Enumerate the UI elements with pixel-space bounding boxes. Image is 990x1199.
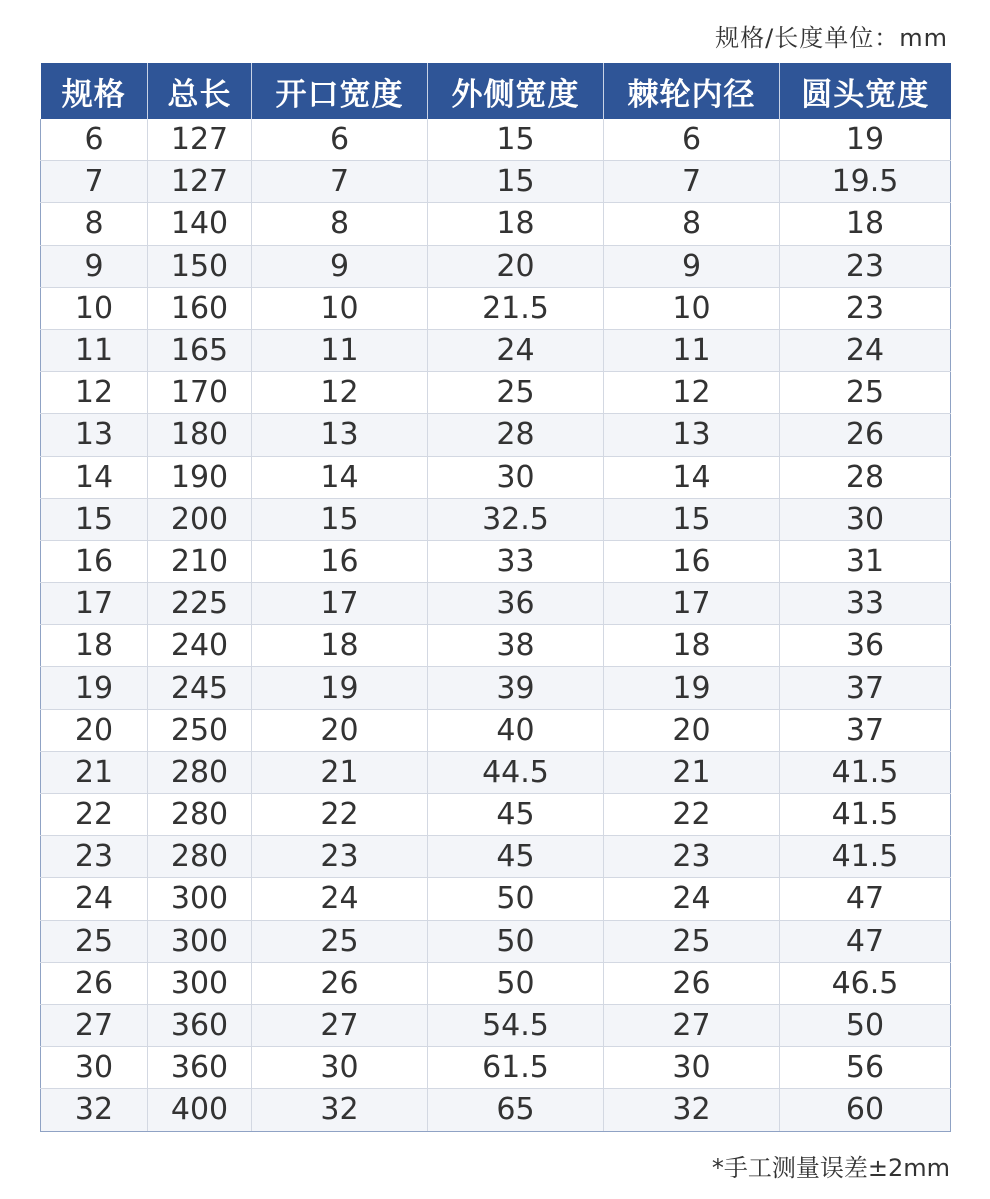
cell-spec: 6	[41, 119, 148, 161]
cell-round-head-width: 23	[780, 245, 951, 287]
cell-opening-width: 32	[252, 1089, 428, 1131]
cell-round-head-width: 28	[780, 456, 951, 498]
cell-ratchet-inner-diameter: 17	[604, 583, 780, 625]
cell-total-length: 180	[148, 414, 252, 456]
table-row	[41, 372, 951, 414]
cell-outer-width: 61.5	[428, 1047, 604, 1089]
cell-outer-width: 36	[428, 583, 604, 625]
cell-round-head-width: 37	[780, 709, 951, 751]
cell-ratchet-inner-diameter: 30	[604, 1047, 780, 1089]
cell-spec: 30	[41, 1047, 148, 1089]
cell-ratchet-inner-diameter: 16	[604, 540, 780, 582]
cell-opening-width: 6	[252, 119, 428, 161]
cell-ratchet-inner-diameter: 18	[604, 625, 780, 667]
table-row	[41, 414, 951, 456]
cell-outer-width: 30	[428, 456, 604, 498]
unit-note: 规格/长度单位：mm	[715, 24, 948, 52]
cell-outer-width: 54.5	[428, 1004, 604, 1046]
cell-total-length: 210	[148, 540, 252, 582]
cell-outer-width: 45	[428, 836, 604, 878]
cell-outer-width: 40	[428, 709, 604, 751]
cell-total-length: 245	[148, 667, 252, 709]
cell-opening-width: 30	[252, 1047, 428, 1089]
cell-ratchet-inner-diameter: 9	[604, 245, 780, 287]
cell-outer-width: 45	[428, 794, 604, 836]
cell-spec: 25	[41, 920, 148, 962]
cell-spec: 15	[41, 498, 148, 540]
cell-total-length: 225	[148, 583, 252, 625]
cell-total-length: 140	[148, 203, 252, 245]
cell-round-head-width: 41.5	[780, 751, 951, 793]
cell-total-length: 165	[148, 329, 252, 371]
cell-total-length: 127	[148, 119, 252, 161]
cell-spec: 24	[41, 878, 148, 920]
cell-opening-width: 20	[252, 709, 428, 751]
cell-round-head-width: 18	[780, 203, 951, 245]
cell-ratchet-inner-diameter: 6	[604, 119, 780, 161]
table-row	[41, 203, 951, 245]
cell-ratchet-inner-diameter: 10	[604, 287, 780, 329]
cell-round-head-width: 33	[780, 583, 951, 625]
table-row	[41, 751, 951, 793]
cell-opening-width: 23	[252, 836, 428, 878]
table-row	[41, 794, 951, 836]
cell-opening-width: 27	[252, 1004, 428, 1046]
cell-ratchet-inner-diameter: 19	[604, 667, 780, 709]
cell-total-length: 160	[148, 287, 252, 329]
cell-round-head-width: 37	[780, 667, 951, 709]
cell-spec: 20	[41, 709, 148, 751]
header-opening-width: 开口宽度	[252, 63, 428, 119]
cell-total-length: 360	[148, 1047, 252, 1089]
cell-round-head-width: 25	[780, 372, 951, 414]
cell-opening-width: 18	[252, 625, 428, 667]
table-row	[41, 920, 951, 962]
header-ratchet-inner-diameter: 棘轮内径	[604, 63, 780, 119]
cell-round-head-width: 30	[780, 498, 951, 540]
cell-outer-width: 50	[428, 962, 604, 1004]
cell-opening-width: 19	[252, 667, 428, 709]
cell-opening-width: 12	[252, 372, 428, 414]
cell-total-length: 280	[148, 836, 252, 878]
cell-outer-width: 44.5	[428, 751, 604, 793]
cell-outer-width: 50	[428, 878, 604, 920]
cell-opening-width: 24	[252, 878, 428, 920]
cell-opening-width: 15	[252, 498, 428, 540]
header-spec: 规格	[41, 63, 148, 119]
table-row	[41, 1089, 951, 1131]
spec-table	[40, 63, 951, 1132]
cell-round-head-width: 23	[780, 287, 951, 329]
cell-outer-width: 65	[428, 1089, 604, 1131]
table-body	[41, 119, 951, 1131]
measurement-footnote: *手工测量误差±2mm	[711, 1154, 950, 1182]
cell-round-head-width: 24	[780, 329, 951, 371]
table-row	[41, 1004, 951, 1046]
cell-ratchet-inner-diameter: 27	[604, 1004, 780, 1046]
cell-opening-width: 17	[252, 583, 428, 625]
cell-round-head-width: 26	[780, 414, 951, 456]
cell-total-length: 150	[148, 245, 252, 287]
cell-total-length: 200	[148, 498, 252, 540]
cell-ratchet-inner-diameter: 23	[604, 836, 780, 878]
cell-outer-width: 18	[428, 203, 604, 245]
cell-round-head-width: 47	[780, 920, 951, 962]
table-row	[41, 667, 951, 709]
table-row	[41, 836, 951, 878]
cell-opening-width: 10	[252, 287, 428, 329]
cell-opening-width: 8	[252, 203, 428, 245]
cell-total-length: 400	[148, 1089, 252, 1131]
cell-ratchet-inner-diameter: 20	[604, 709, 780, 751]
cell-ratchet-inner-diameter: 15	[604, 498, 780, 540]
cell-outer-width: 21.5	[428, 287, 604, 329]
cell-round-head-width: 50	[780, 1004, 951, 1046]
cell-opening-width: 21	[252, 751, 428, 793]
header-round-head-width: 圆头宽度	[780, 63, 951, 119]
cell-total-length: 280	[148, 751, 252, 793]
cell-spec: 16	[41, 540, 148, 582]
cell-round-head-width: 19	[780, 119, 951, 161]
cell-round-head-width: 47	[780, 878, 951, 920]
cell-spec: 9	[41, 245, 148, 287]
cell-ratchet-inner-diameter: 7	[604, 161, 780, 203]
cell-round-head-width: 36	[780, 625, 951, 667]
cell-round-head-width: 31	[780, 540, 951, 582]
cell-ratchet-inner-diameter: 21	[604, 751, 780, 793]
spec-table-container	[40, 63, 950, 1132]
cell-round-head-width: 19.5	[780, 161, 951, 203]
table-row	[41, 1047, 951, 1089]
cell-total-length: 190	[148, 456, 252, 498]
cell-outer-width: 50	[428, 920, 604, 962]
table-row	[41, 329, 951, 371]
cell-total-length: 300	[148, 920, 252, 962]
cell-ratchet-inner-diameter: 26	[604, 962, 780, 1004]
cell-outer-width: 28	[428, 414, 604, 456]
cell-round-head-width: 60	[780, 1089, 951, 1131]
cell-spec: 32	[41, 1089, 148, 1131]
cell-ratchet-inner-diameter: 22	[604, 794, 780, 836]
cell-outer-width: 25	[428, 372, 604, 414]
cell-spec: 8	[41, 203, 148, 245]
cell-round-head-width: 41.5	[780, 836, 951, 878]
cell-outer-width: 15	[428, 119, 604, 161]
cell-outer-width: 15	[428, 161, 604, 203]
cell-spec: 23	[41, 836, 148, 878]
cell-opening-width: 25	[252, 920, 428, 962]
cell-total-length: 300	[148, 962, 252, 1004]
table-row	[41, 498, 951, 540]
cell-ratchet-inner-diameter: 13	[604, 414, 780, 456]
cell-total-length: 360	[148, 1004, 252, 1046]
table-row	[41, 625, 951, 667]
cell-round-head-width: 41.5	[780, 794, 951, 836]
header-outer-width: 外侧宽度	[428, 63, 604, 119]
cell-outer-width: 33	[428, 540, 604, 582]
cell-outer-width: 20	[428, 245, 604, 287]
cell-opening-width: 7	[252, 161, 428, 203]
cell-spec: 14	[41, 456, 148, 498]
cell-spec: 18	[41, 625, 148, 667]
cell-outer-width: 39	[428, 667, 604, 709]
table-row	[41, 119, 951, 161]
cell-ratchet-inner-diameter: 14	[604, 456, 780, 498]
cell-spec: 12	[41, 372, 148, 414]
cell-ratchet-inner-diameter: 24	[604, 878, 780, 920]
table-header-row	[41, 63, 951, 119]
cell-opening-width: 16	[252, 540, 428, 582]
table-row	[41, 540, 951, 582]
cell-total-length: 170	[148, 372, 252, 414]
cell-spec: 17	[41, 583, 148, 625]
cell-spec: 21	[41, 751, 148, 793]
cell-total-length: 300	[148, 878, 252, 920]
cell-ratchet-inner-diameter: 12	[604, 372, 780, 414]
cell-spec: 11	[41, 329, 148, 371]
cell-opening-width: 11	[252, 329, 428, 371]
table-row	[41, 245, 951, 287]
cell-ratchet-inner-diameter: 8	[604, 203, 780, 245]
cell-opening-width: 13	[252, 414, 428, 456]
table-row	[41, 287, 951, 329]
cell-ratchet-inner-diameter: 25	[604, 920, 780, 962]
cell-opening-width: 9	[252, 245, 428, 287]
table-row	[41, 583, 951, 625]
header-total-length: 总长	[148, 63, 252, 119]
cell-round-head-width: 46.5	[780, 962, 951, 1004]
cell-spec: 13	[41, 414, 148, 456]
cell-opening-width: 26	[252, 962, 428, 1004]
cell-opening-width: 14	[252, 456, 428, 498]
cell-spec: 27	[41, 1004, 148, 1046]
cell-total-length: 127	[148, 161, 252, 203]
table-row	[41, 962, 951, 1004]
cell-outer-width: 24	[428, 329, 604, 371]
table-row	[41, 709, 951, 751]
cell-spec: 26	[41, 962, 148, 1004]
cell-spec: 22	[41, 794, 148, 836]
cell-spec: 10	[41, 287, 148, 329]
table-row	[41, 456, 951, 498]
cell-total-length: 250	[148, 709, 252, 751]
cell-outer-width: 38	[428, 625, 604, 667]
cell-ratchet-inner-diameter: 32	[604, 1089, 780, 1131]
cell-spec: 19	[41, 667, 148, 709]
table-row	[41, 161, 951, 203]
cell-opening-width: 22	[252, 794, 428, 836]
cell-outer-width: 32.5	[428, 498, 604, 540]
cell-total-length: 240	[148, 625, 252, 667]
cell-round-head-width: 56	[780, 1047, 951, 1089]
cell-ratchet-inner-diameter: 11	[604, 329, 780, 371]
cell-total-length: 280	[148, 794, 252, 836]
cell-spec: 7	[41, 161, 148, 203]
table-row	[41, 878, 951, 920]
